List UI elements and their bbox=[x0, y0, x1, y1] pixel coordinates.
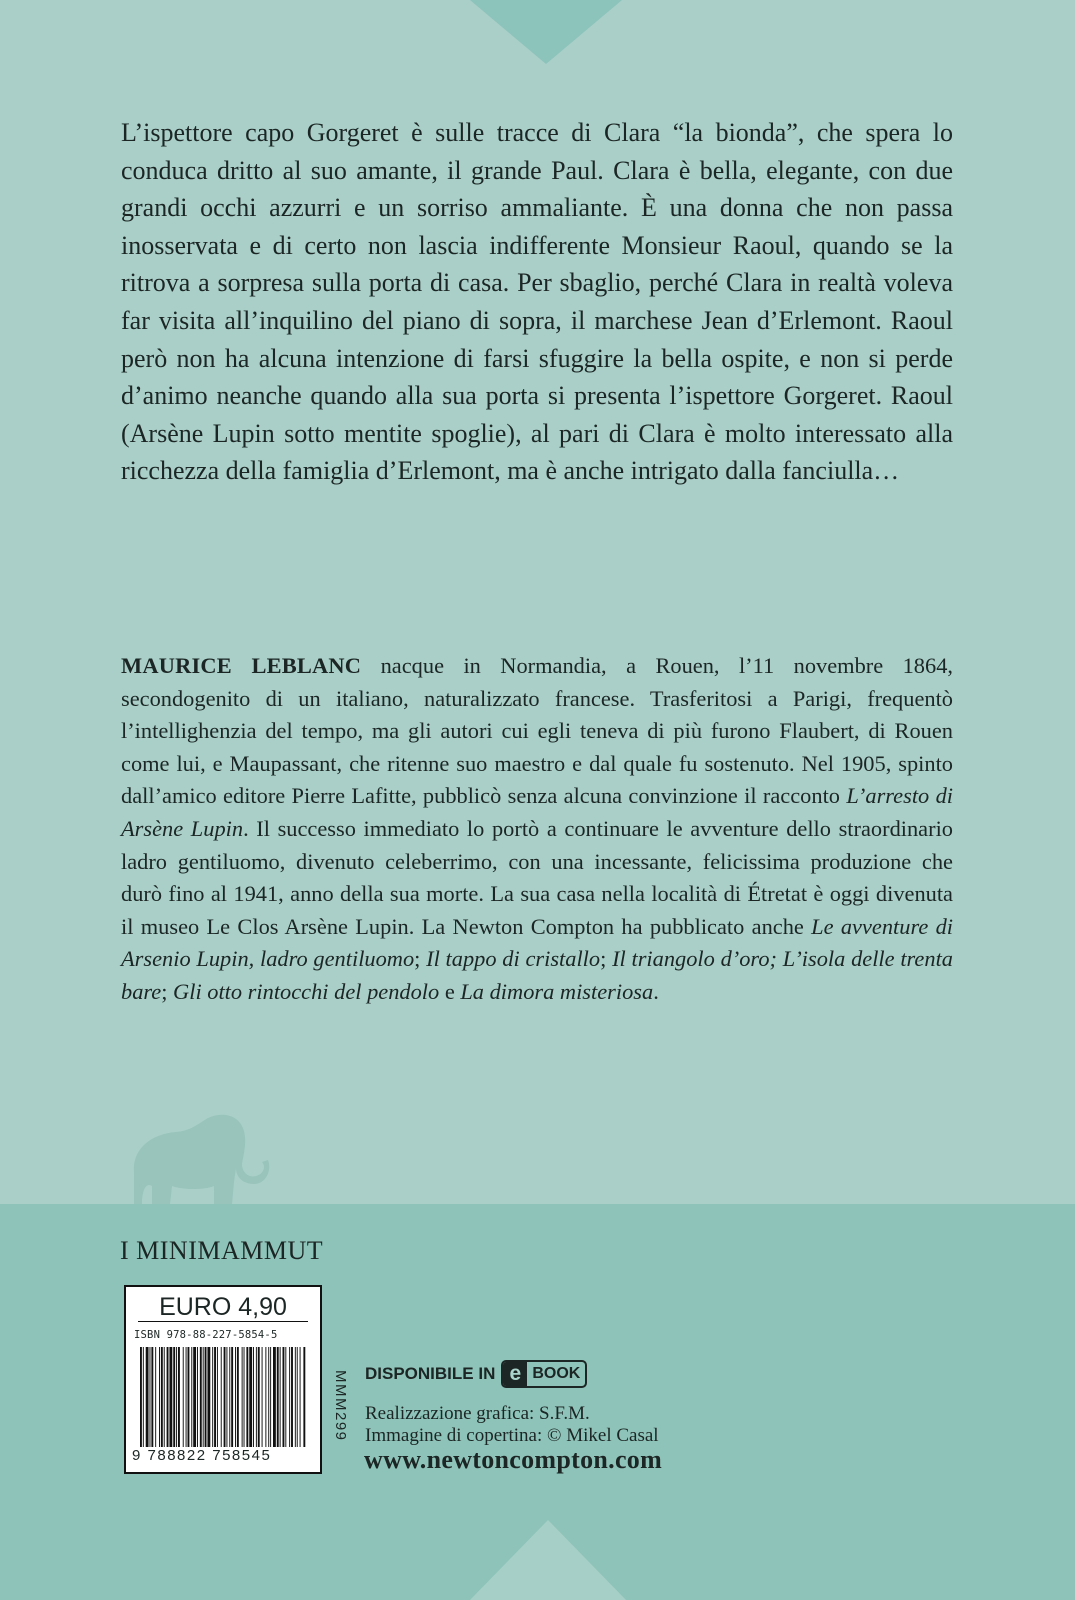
ebook-logo bbox=[501, 1360, 587, 1388]
bottom-triangle-decoration bbox=[470, 1520, 626, 1600]
credits bbox=[365, 1403, 659, 1447]
ebook-logo-letter: e bbox=[503, 1362, 527, 1386]
ebook-logo-word: BOOK bbox=[532, 1365, 581, 1382]
publisher-website[interactable]: www.newtoncompton.com bbox=[364, 1445, 663, 1474]
book-title: L’arresto di Arsène Lupin bbox=[121, 783, 953, 841]
book-title: Le avventure di Arsenio Lupin, ladro gentiluomo bbox=[121, 913, 954, 972]
book-title: Il triangolo d’oro; L’isola delle trenta bare bbox=[121, 946, 953, 1004]
catalog-code: MMM299 bbox=[332, 1370, 349, 1442]
ebook-prefix: DISPONIBILE IN bbox=[365, 1364, 496, 1383]
mammoth-icon bbox=[124, 1112, 272, 1204]
series-name: I MINIMAMMUT bbox=[120, 1236, 324, 1265]
synopsis-text: L’ispettore capo Gorgeret è sulle tracce di Clara “la bionda”, che spera lo conduca dritto al suo amante, il grande Paul. Clara è bella, elegante, con due grandi occhi azzurri e un sorriso ammaliante. È una donna che non passa inosservata e di certo non lascia indifferente Monsieur Raoul, quando se la ritrova a sorpresa sulla porta di casa. Per sbaglio, perché Clara in realtà voleva far visita all’inquilino del piano di sopra, il marchese Jean d’Erlemont. Raoul però non ha alcuna intenzione di farsi sfuggire la bella ospite, e non si perde d’animo neanche quando alla sua porta si presenta l’ispettore Gorgeret. Raoul (Arsène Lupin sotto mentite spoglie), al pari di Clara è molto interessato alla ricchezza della famiglia d’Erlemont, ma è anche intrigato dalla fanciulla… bbox=[121, 118, 953, 486]
book-title: La dimora misteriosa bbox=[460, 978, 654, 1004]
author-bio: MAURICE LEBLANC nacque in Normandia, a Rouen, l’11 novembre 1864, secondogenito di un italiano, naturalizzato francese. Trasferitosi a Parigi, frequentò l’intellighenzia del tempo, ma gli autori cui egli teneva di più furono Flaubert, di Rouen come lui, e Maupassant, che ritenne suo maestro e dal quale fu sostenuto. Nel 1905, spinto dall’amico editore Pierre Lafitte, pubblicò senza alcuna convinzione il racconto L’arresto di Arsène Lupin. Il successo immediato lo portò a continuare le avventure dello straordinario ladro gentiluomo, divenuto celeberrimo, con una incessante, felicissima produzione che durò fino al 1941, anno della sua morte. La sua casa nella località di Étretat è oggi divenuta il museo Le Clos Arsène Lupin. La Newton Compton ha pubblicato anche Le avventure di Arsenio Lupin, ladro gentiluomo; Il tappo di cristallo; Il triangolo d’oro; L’isola delle trenta bare; Gli otto rintocchi del pendolo e La dimora misteriosa. bbox=[121, 653, 954, 1004]
barcode-panel bbox=[124, 1285, 322, 1474]
ebook-availability bbox=[365, 1360, 587, 1388]
book-title: Gli otto rintocchi del pendolo bbox=[173, 978, 440, 1004]
author-name: MAURICE LEBLANC bbox=[121, 653, 362, 678]
isbn-digits: 9 788822 758545 bbox=[132, 1447, 272, 1464]
cover-credit: Immagine di copertina: © Mikel Casal bbox=[365, 1425, 659, 1446]
barcode bbox=[138, 1347, 308, 1447]
top-triangle-decoration bbox=[470, 0, 622, 64]
book-title: Il tappo di cristallo bbox=[426, 946, 601, 972]
price-label: EURO 4,90 bbox=[138, 1291, 308, 1322]
isbn-label: ISBN 978-88-227-5854-5 bbox=[134, 1329, 278, 1341]
design-credit: Realizzazione grafica: S.F.M. bbox=[365, 1403, 590, 1424]
